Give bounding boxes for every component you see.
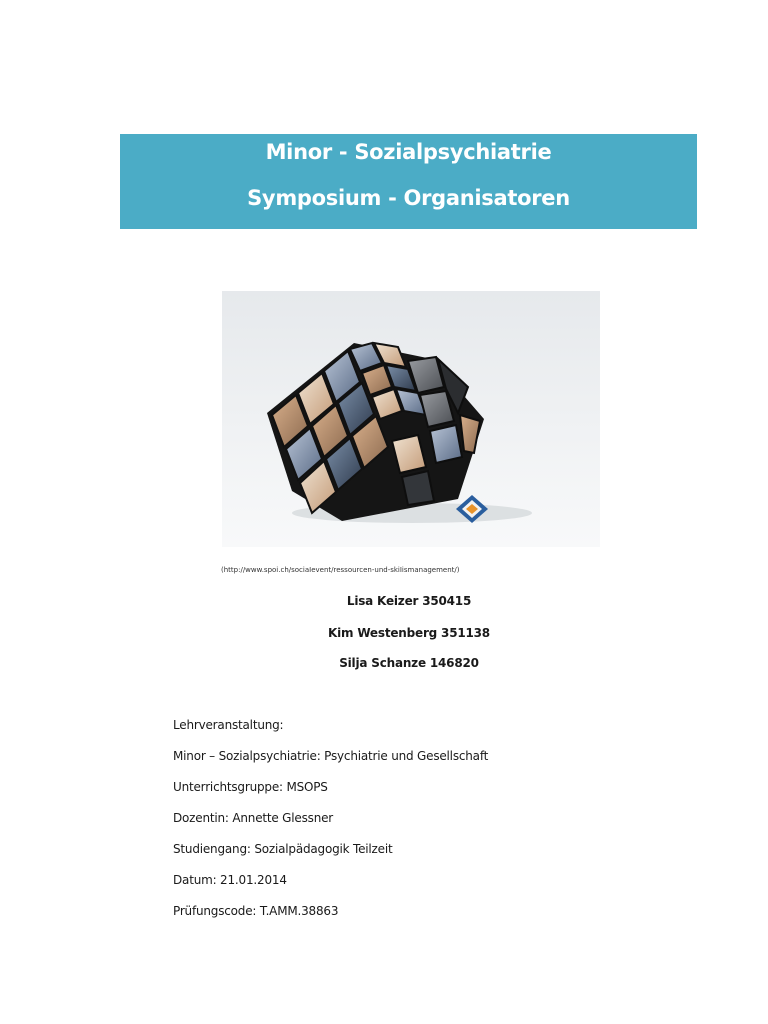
date: Datum: 21.01.2014 <box>173 873 287 887</box>
image-source-caption: (http://www.spoi.ch/sociaIevent/ressourcen-und-skiIismanagement/) <box>221 566 460 574</box>
study-program: Studiengang: Sozialpädagogik Teilzeit <box>173 842 393 856</box>
author-3: Silja Schanze 146820 <box>339 656 479 670</box>
author-1: Lisa Keizer 350415 <box>346 594 472 608</box>
lecturer: Dozentin: Annette Glessner <box>173 811 334 825</box>
course-label: Lehrveranstaltung: <box>173 718 284 732</box>
document-subtitle: Symposium - Organisatoren <box>247 186 570 210</box>
teaching-group: Unterrichtsgruppe: MSOPS <box>173 780 328 794</box>
document-title: Minor - Sozialpsychiatrie <box>265 140 552 164</box>
rubiks-cube-photo <box>222 291 600 547</box>
author-2: Kim Westenberg 351138 <box>328 626 490 640</box>
exam-code: Prüfungscode: T.AMM.38863 <box>173 904 339 918</box>
course-name: Minor – Sozialpsychiatrie: Psychiatrie und Gesellschaft <box>173 749 489 763</box>
title-banner <box>120 134 697 229</box>
